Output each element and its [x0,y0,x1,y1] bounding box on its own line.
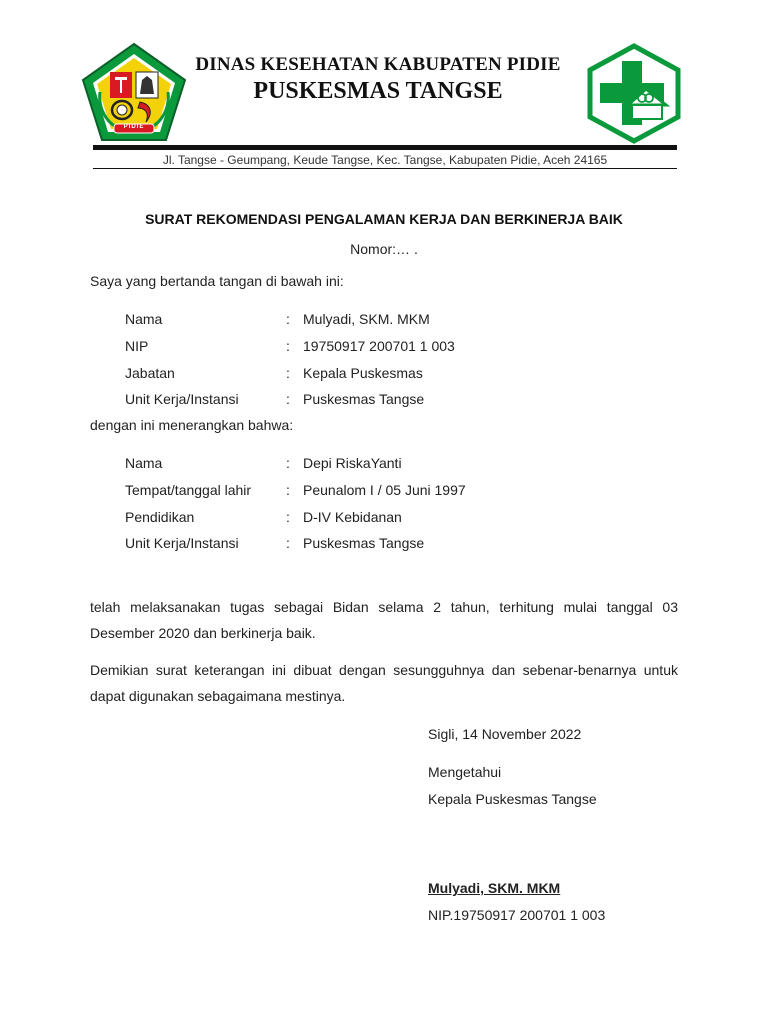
office-address: Jl. Tangse - Geumpang, Keude Tangse, Kec. Tangse, Kabupaten Pidie, Aceh 24165 [162,153,608,167]
signer-name: Mulyadi, SKM. MKM [428,880,561,896]
agency-name: DINAS KESEHATAN KABUPATEN PIDIE [195,54,561,75]
transition-text: dengan ini menerangkan bahwa: [90,417,294,433]
field-colon: : [286,481,290,498]
field-label: Unit Kerja/Instansi [125,535,239,552]
field-value: Kepala Puskesmas [303,364,423,381]
institution-name: PUSKESMAS TANGSE [253,78,503,104]
field-value: D-IV Kebidanan [303,508,402,525]
field-value: 19750917 200701 1 003 [303,337,455,354]
subject-details [125,455,685,562]
field-label: Unit Kerja/Instansi [125,391,239,408]
signer-field-row [125,311,685,338]
field-colon: : [286,364,290,381]
statement-paragraph: telah melaksanakan tugas sebagai Bidan selama 2 tahun, terhitung mulai tanggal 03 Desember 2020 dan berkinerja baik. [90,599,678,641]
intro-text: Saya yang bertanda tangan di bawah ini: [90,273,344,289]
field-label: Pendidikan [125,508,195,525]
closing-paragraph: Demikian surat keterangan ini dibuat dengan sesungguhnya dan sebenar-benarnya untuk dapat digunakan sebagaimana mestinya. [90,662,678,704]
subject-field-row [125,455,685,482]
field-value: Peunalom I / 05 Juni 1997 [303,481,466,498]
field-label: Jabatan [125,364,175,381]
field-value: Depi RiskaYanti [303,455,402,471]
subject-field-row [125,535,685,562]
field-value: Mulyadi, SKM. MKM [303,311,430,327]
field-label: Nama [125,455,163,471]
field-label: NIP [125,337,149,354]
signer-field-row [125,338,685,365]
signer-position: Kepala Puskesmas Tangse [428,791,597,807]
field-colon: : [286,455,290,471]
signer-field-row [125,365,685,392]
letterhead-divider-thick [93,145,677,150]
subject-field-row [125,509,685,536]
field-colon: : [286,311,290,327]
field-colon: : [286,337,290,354]
acknowledge-label: Mengetahui [428,764,502,780]
puskesmas-logo-icon [584,43,684,144]
field-label: Nama [125,311,163,327]
field-value: Puskesmas Tangse [303,535,425,552]
field-colon: : [286,391,290,408]
subject-field-row [125,482,685,509]
field-colon: : [286,508,290,525]
letterhead-divider-thin [93,168,677,169]
document-number: Nomor:… . [350,241,418,257]
field-value: Puskesmas Tangse [303,391,425,408]
document-title: SURAT REKOMENDASI PENGALAMAN KERJA DAN BERKINERJA BAIK [145,211,623,227]
pidie-emblem-label: PIDIE [123,124,145,130]
field-label: Tempat/tanggal lahir [125,481,252,498]
place-date: Sigli, 14 November 2022 [428,726,582,742]
signer-details [125,311,685,418]
field-colon: : [286,535,290,552]
signer-field-row [125,391,685,418]
signer-nip: NIP.19750917 200701 1 003 [428,907,606,923]
